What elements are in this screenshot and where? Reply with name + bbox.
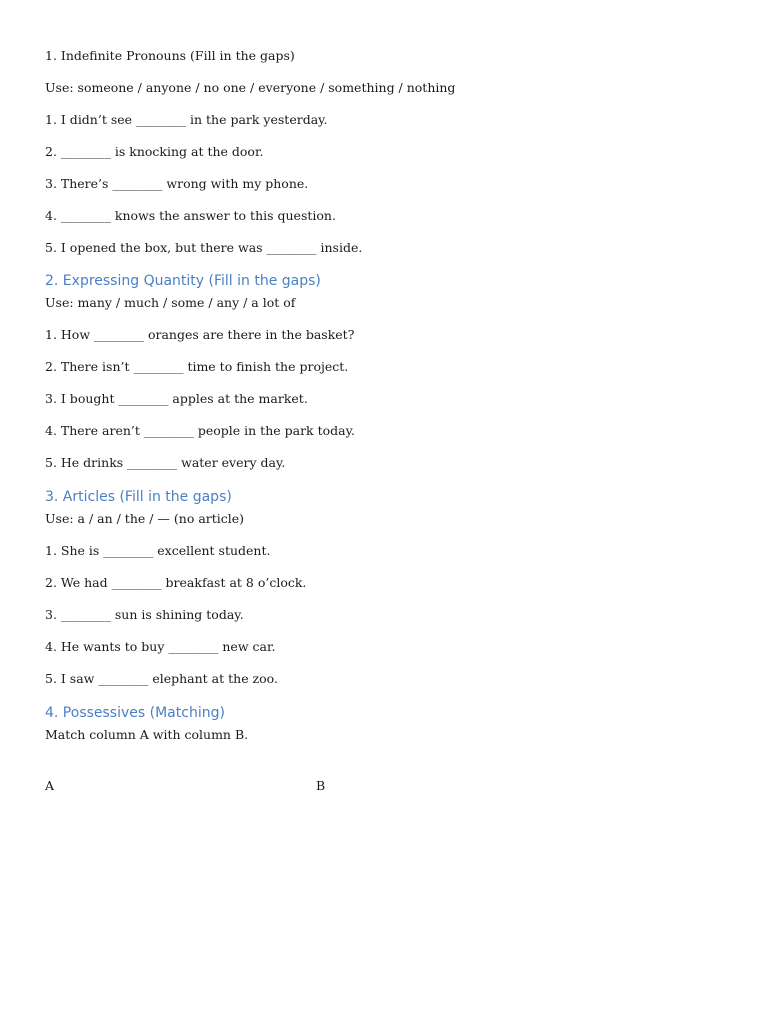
section2-item-3: 3. I bought ________ apples at the market. bbox=[45, 391, 308, 406]
section3-use: Use: a / an / the / — (no article) bbox=[45, 511, 245, 526]
section2-item-1: 1. How ________ oranges are there in the basket? bbox=[45, 327, 355, 342]
section3-item-4: 4. He wants to buy ________ new car. bbox=[45, 639, 276, 654]
column-b-header: B bbox=[316, 778, 326, 793]
section4-instruction: Match column A with column B. bbox=[45, 727, 249, 742]
section2-use: Use: many / much / some / any / a lot of bbox=[45, 295, 296, 310]
section1-item-3: 3. There’s ________ wrong with my phone. bbox=[45, 176, 309, 191]
section3-item-5: 5. I saw ________ elephant at the zoo. bbox=[45, 671, 278, 686]
section3-heading: 3. Articles (Fill in the gaps) bbox=[45, 489, 232, 505]
section1-item-4: 4. ________ knows the answer to this question. bbox=[45, 208, 336, 223]
section2-item-4: 4. There aren’t ________ people in the park today. bbox=[45, 423, 355, 438]
section1-use: Use: someone / anyone / no one / everyone / something / nothing bbox=[45, 80, 456, 95]
section2-item-2: 2. There isn’t ________ time to finish the project. bbox=[45, 359, 349, 374]
section1-title: 1. Indefinite Pronouns (Fill in the gaps) bbox=[45, 48, 295, 63]
section1-item-5: 5. I opened the box, but there was ________ inside. bbox=[45, 240, 363, 255]
section1-item-1: 1. I didn’t see ________ in the park yesterday. bbox=[45, 112, 328, 127]
section3-item-1: 1. She is ________ excellent student. bbox=[45, 543, 271, 558]
section2-heading: 2. Expressing Quantity (Fill in the gaps) bbox=[45, 273, 321, 289]
section1-item-2: 2. ________ is knocking at the door. bbox=[45, 144, 264, 159]
section3-item-2: 2. We had ________ breakfast at 8 o’clock. bbox=[45, 575, 307, 590]
section2-item-5: 5. He drinks ________ water every day. bbox=[45, 455, 286, 470]
section3-item-3: 3. ________ sun is shining today. bbox=[45, 607, 244, 622]
column-a-header: A bbox=[45, 778, 55, 793]
section4-heading: 4. Possessives (Matching) bbox=[45, 705, 225, 721]
